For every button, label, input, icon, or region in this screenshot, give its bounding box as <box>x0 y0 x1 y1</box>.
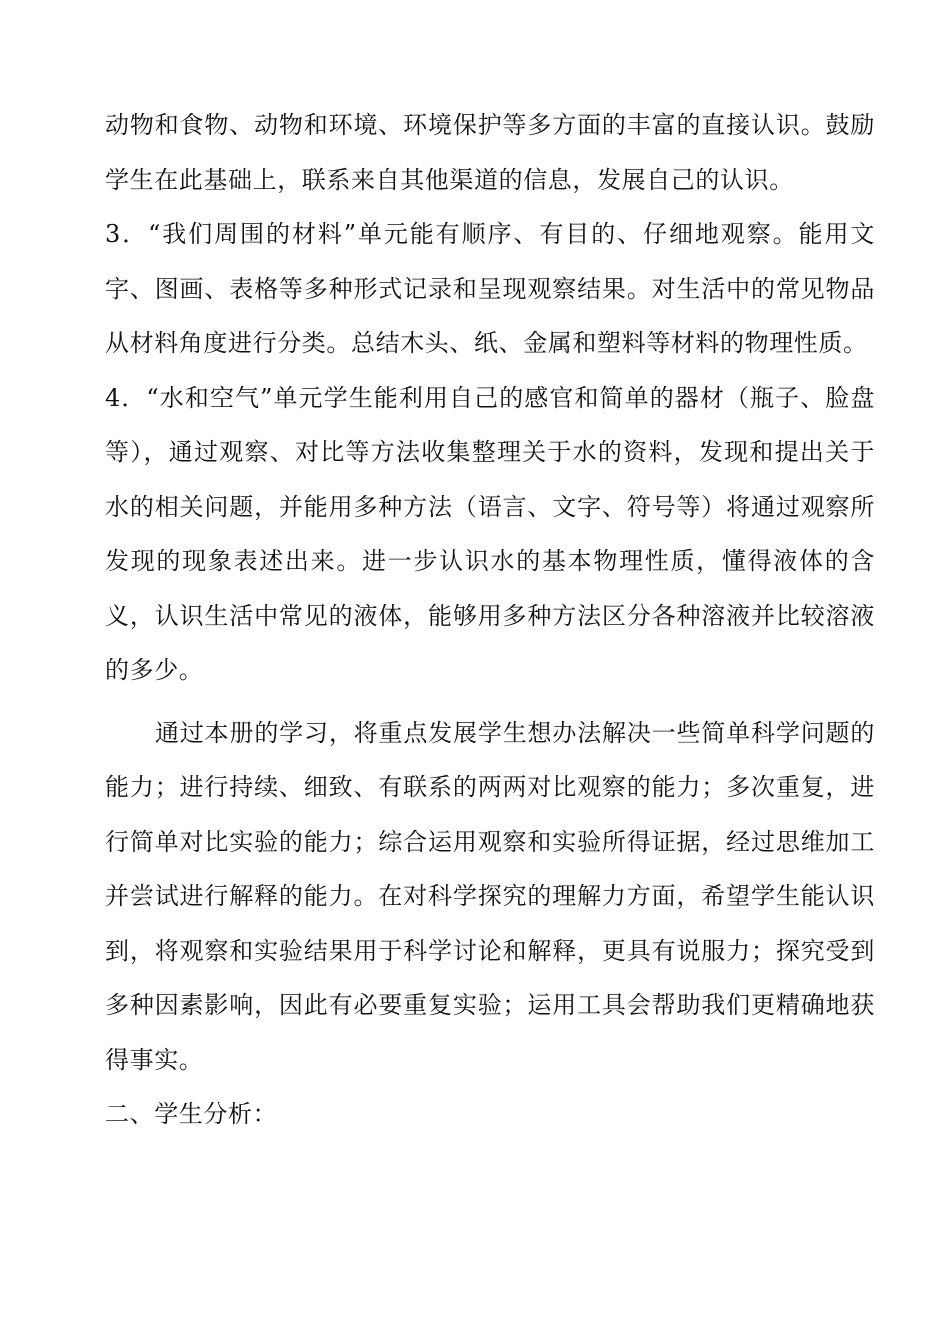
paragraph-materials-unit: 3．“我们周围的材料”单元能有顺序、有目的、仔细地观察。能用文字、图画、表格等多种形式记录和呈现观察结果。对生活中的常见物品从材料角度进行分类。总结木头、纸、金属和塑料等材料的物理性质。 <box>105 220 875 357</box>
paragraph-water-air-unit: 4．“水和空气”单元学生能利用自己的感官和简单的器材（瓶子、脸盘等），通过观察、对比等方法收集整理关于水的资料，发现和提出关于水的相关问题，并能用多种方法（语言、文字、符号等）将通过观察所发现的现象表述出来。进一步认识水的基本物理性质，懂得液体的含义，认识生活中常见的液体，能够用多种方法区分各种溶液并比较溶液的多少。 <box>105 383 875 684</box>
paragraph-learning-goals: 通过本册的学习，将重点发展学生想办法解决一些简单科学问题的能力；进行持续、细致、有联系的两两对比观察的能力；多次重复，进行简单对比实验的能力；综合运用观察和实验所得证据，经过思维加工并尝试进行解释的能力。在对科学探究的理解力方面，希望学生能认识到，将观察和实验结果用于科学讨论和解释，更具有说服力；探究受到多种因素影响，因此有必要重复实验；运用工具会帮助我们更精确地获得事实。 <box>105 718 875 1074</box>
section-heading-student-analysis: 二、学生分析： <box>105 1100 278 1128</box>
paragraph-animals-continued: 动物和食物、动物和环境、环境保护等多方面的丰富的直接认识。鼓励学生在此基础上，联系来自其他渠道的信息，发展自己的认识。 <box>105 111 875 194</box>
document-page <box>105 98 875 1142</box>
